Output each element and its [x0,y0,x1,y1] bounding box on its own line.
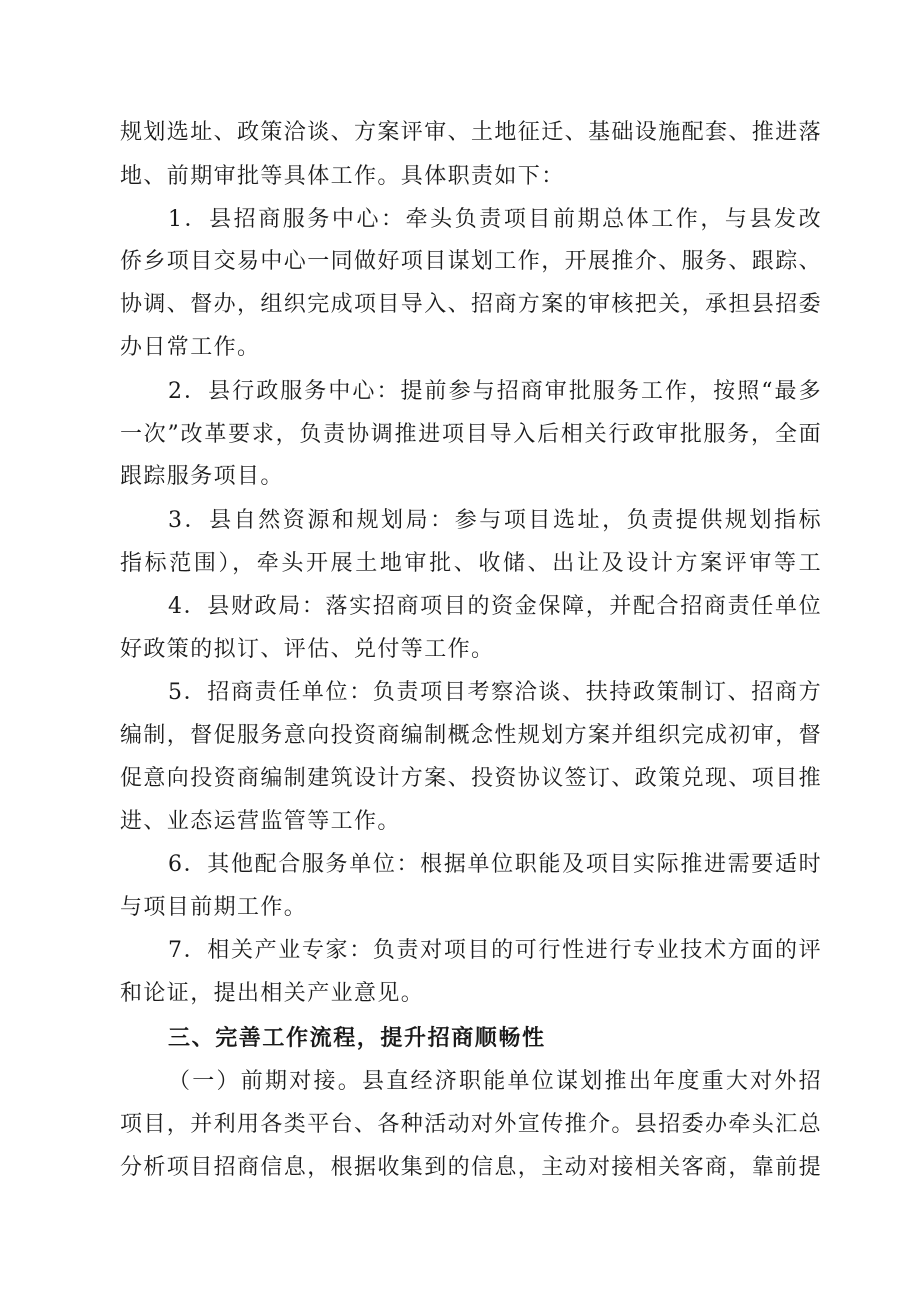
text-line: 项目，并利用各类平台、各种活动对外宣传推介。县招委办牵头汇总 [120,1112,822,1137]
text-line: （一）前期对接。县直经济职能单位谋划推出年度重大对外招 [168,1069,822,1094]
text-line: 侨乡项目交易中心一同做好项目谋划工作，开展推介、服务、跟踪、 [120,249,822,274]
text-line: 协调、督办，组织完成项目导入、招商方案的审核把关，承担县招委 [120,292,822,317]
text-line: 指标范围），牵头开展土地审批、收储、出让及设计方案评审等工 [120,551,822,576]
text-line: 7．相关产业专家：负责对项目的可行性进行专业技术方面的评 [168,938,822,963]
text-line: 办日常工作。 [120,335,261,360]
text-line: 编制，督促服务意向投资商编制概念性规划方案并组织完成初审，督 [120,723,822,748]
text-line: 地、前期审批等具体工作。具体职责如下： [120,164,565,189]
text-line: 4．县财政局：落实招商项目的资金保障，并配合招商责任单位 [168,594,822,619]
text-line: 和论证，提出相关产业意见。 [120,981,425,1006]
text-line: 促意向投资商编制建筑设计方案、投资协议签订、政策兑现、项目推 [120,766,822,791]
text-line: 6．其他配合服务单位：根据单位职能及项目实际推进需要适时 [168,852,822,877]
text-line: 好政策的拟订、评估、兑付等工作。 [120,637,495,662]
text-line: 2．县行政服务中心：提前参与招商审批服务工作，按照“最多 [168,379,822,404]
text-line: 跟踪服务项目。 [120,464,284,489]
text-line: 进、业态运营监管等工作。 [120,809,401,834]
text-line: 分析项目招商信息，根据收集到的信息，主动对接相关客商，靠前提 [120,1155,822,1180]
text-line: 与项目前期工作。 [120,895,308,920]
text-line: 规划选址、政策洽谈、方案评审、土地征迁、基础设施配套、推进落 [120,120,822,145]
text-line: 1．县招商服务中心：牵头负责项目前期总体工作，与县发改 [168,207,822,232]
text-line: 一次”改革要求，负责协调推进项目导入后相关行政审批服务，全面 [120,422,822,447]
text-line: 5．招商责任单位：负责项目考察洽谈、扶持政策制订、招商方 [168,680,822,705]
text-line: 3．县自然资源和规划局：参与项目选址，负责提供规划指标 [168,508,822,533]
section-heading: 三、完善工作流程，提升招商顺畅性 [168,1026,546,1051]
